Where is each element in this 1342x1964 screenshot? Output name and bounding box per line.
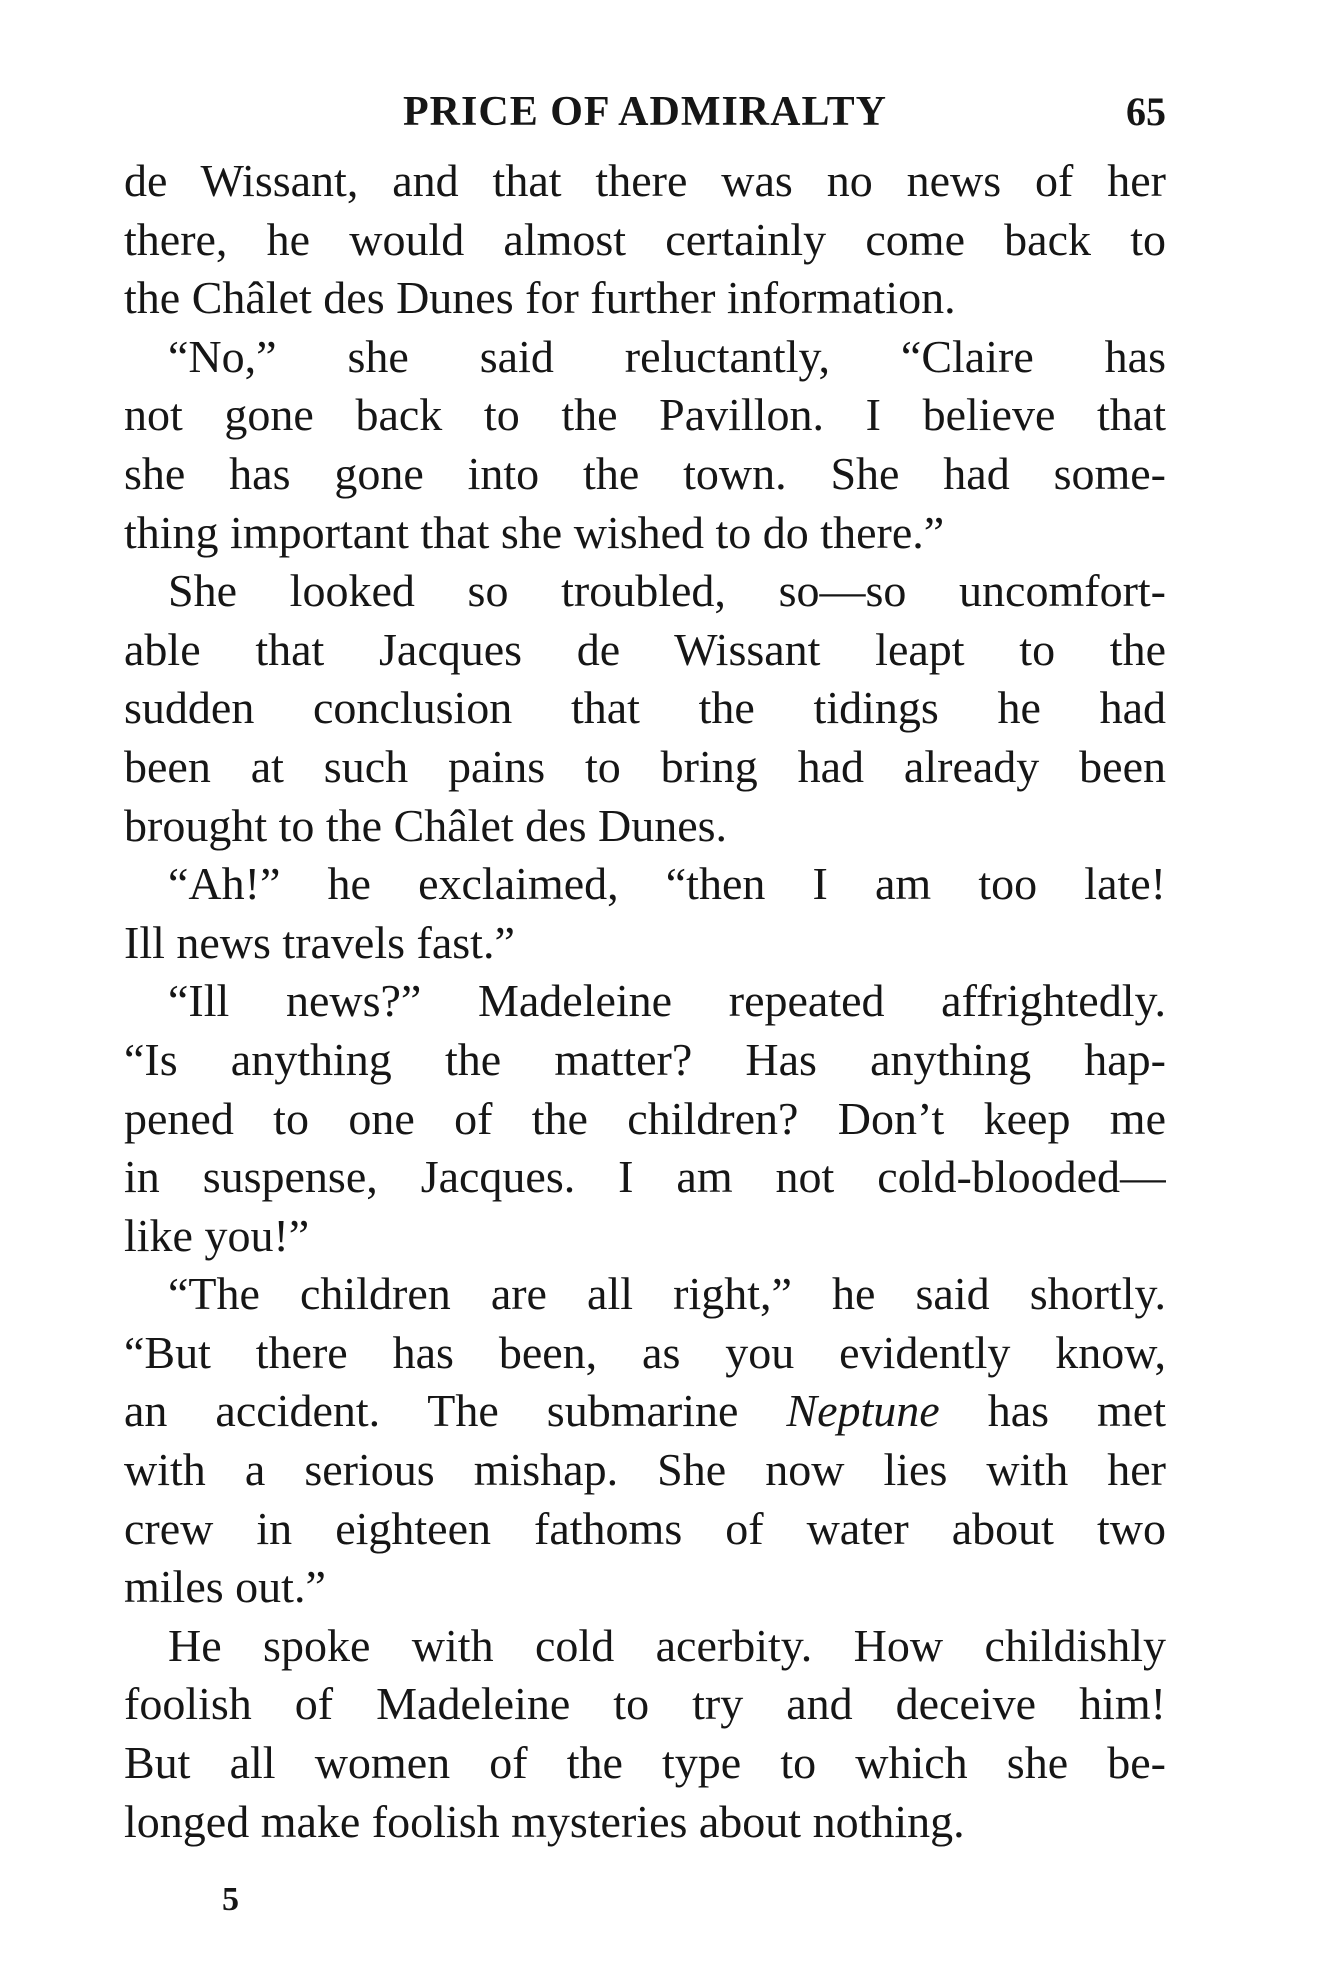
body-text xyxy=(124,152,1166,1851)
text-segment: an accident. The submarine xyxy=(124,1385,787,1437)
text-line: de Wissant, and that there was no news of her xyxy=(124,155,1166,206)
text-line: able that Jacques de Wissant leapt to the xyxy=(124,623,1166,675)
text-line: “The children are all right,” he said shortly. xyxy=(168,1268,1166,1320)
text-line: “But there has been, as you evidently know, xyxy=(124,1326,1166,1378)
text-line: “Ill news?” Madeleine repeated affrightedly. xyxy=(168,975,1166,1027)
signature-mark: 5 xyxy=(222,1881,239,1918)
text-line: longed make foolish mysteries about nothing. xyxy=(124,1795,965,1847)
text-line: like you!” xyxy=(124,1209,310,1261)
text-line: crew in eighteen fathoms of water about two xyxy=(124,1502,1166,1554)
text-segment: has met xyxy=(939,1385,1166,1437)
text-line: in suspense, Jacques. I am not cold-blooded— xyxy=(124,1151,1166,1203)
ship-name: Neptune xyxy=(786,1385,940,1437)
text-line: Ill news travels fast.” xyxy=(124,916,515,968)
text-line-with-ship-name xyxy=(124,1382,1166,1441)
text-line: pened to one of the children? Don’t keep me xyxy=(124,1092,1166,1144)
paragraph-1 xyxy=(124,152,1166,328)
text-line: not gone back to the Pavillon. I believe that xyxy=(124,389,1166,441)
text-line: there, he would almost certainly come back to xyxy=(124,213,1166,265)
running-head xyxy=(124,82,1166,142)
text-line: “No,” she said reluctantly, “Claire has xyxy=(168,330,1166,382)
text-line: foolish of Madeleine to try and deceive him! xyxy=(124,1678,1166,1730)
text-line: He spoke with cold acerbity. How childishly xyxy=(168,1619,1166,1671)
paragraph-4 xyxy=(124,855,1166,972)
paragraph-5 xyxy=(124,972,1166,1265)
paragraph-7 xyxy=(124,1617,1166,1851)
text-line: brought to the Châlet des Dunes. xyxy=(124,799,728,851)
text-line: sudden conclusion that the tidings he had xyxy=(124,682,1166,734)
text-line: been at such pains to bring had already been xyxy=(124,740,1166,792)
text-line: But all women of the type to which she be- xyxy=(124,1737,1166,1789)
page-number: 65 xyxy=(1126,89,1166,134)
paragraph-2 xyxy=(124,328,1166,562)
text-line: with a serious mishap. She now lies with her xyxy=(124,1444,1166,1496)
text-line: “Is anything the matter? Has anything hap- xyxy=(124,1033,1166,1085)
text-line: the Châlet des Dunes for further information. xyxy=(124,272,956,324)
text-line: She looked so troubled, so—so uncomfort- xyxy=(168,565,1166,617)
text-line: she has gone into the town. She had some- xyxy=(124,447,1166,499)
text-line: “Ah!” he exclaimed, “then I am too late! xyxy=(168,858,1166,910)
text-line: miles out.” xyxy=(124,1561,326,1613)
paragraph-6 xyxy=(124,1265,1166,1617)
text-line: thing important that she wished to do there.” xyxy=(124,506,945,558)
running-title: PRICE OF ADMIRALTY xyxy=(403,89,887,135)
paragraph-3 xyxy=(124,562,1166,855)
